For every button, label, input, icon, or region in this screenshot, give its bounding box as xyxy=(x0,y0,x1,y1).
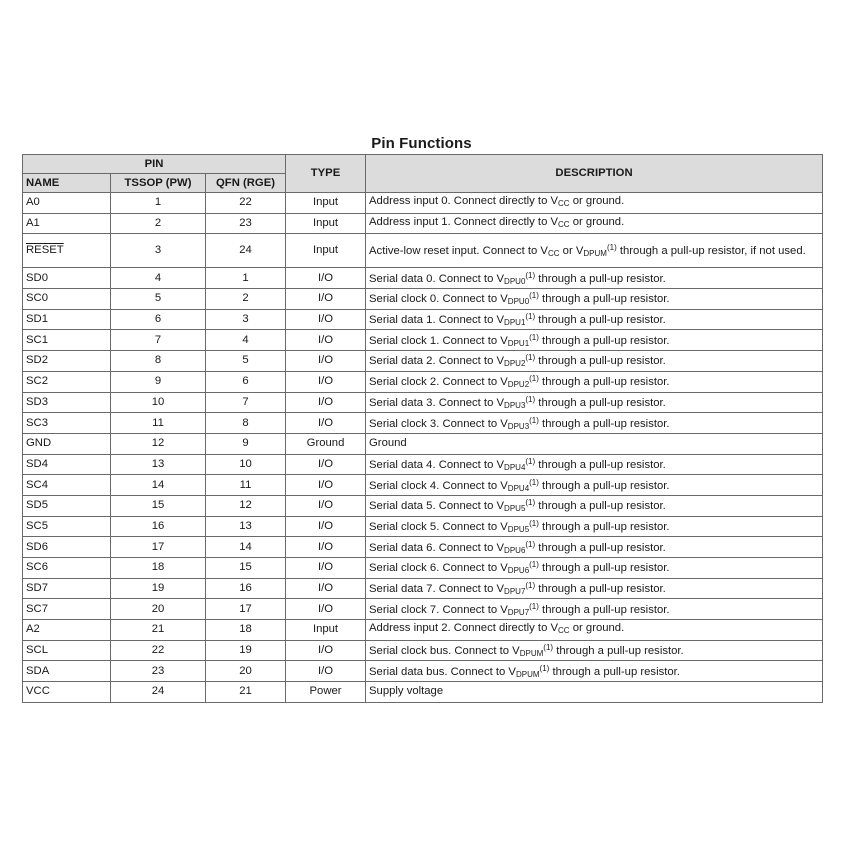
qfn-pin: 5 xyxy=(206,351,286,372)
tssop-pin: 1 xyxy=(111,193,206,214)
qfn-pin: 18 xyxy=(206,620,286,641)
pin-name: SD0 xyxy=(23,268,111,289)
tssop-pin: 6 xyxy=(111,309,206,330)
table-row xyxy=(23,640,823,661)
description-text: Address input 1. Connect directly to V xyxy=(369,216,559,229)
description-text: through a pull-up resistor. xyxy=(538,417,670,430)
tssop-pin: 2 xyxy=(111,213,206,234)
tssop-pin: 9 xyxy=(111,371,206,392)
pin-description xyxy=(366,413,823,434)
footnote-ref: (1) xyxy=(525,581,536,591)
pin-type: Ground xyxy=(286,433,366,454)
pin-name: SC7 xyxy=(23,599,111,620)
description-text: through a pull-up resistor. xyxy=(535,583,666,596)
qfn-pin: 4 xyxy=(206,330,286,351)
description-text: Serial data 2. Connect to V xyxy=(369,355,505,368)
footnote-ref: (1) xyxy=(543,643,554,653)
table-row xyxy=(23,309,823,330)
footnote-ref: (1) xyxy=(539,663,550,673)
pin-description xyxy=(366,213,823,234)
subscript: CC xyxy=(558,220,570,230)
description-text: through a pull-up resistor. xyxy=(535,396,666,409)
qfn-pin: 19 xyxy=(206,640,286,661)
qfn-pin: 3 xyxy=(206,309,286,330)
pin-type: I/O xyxy=(286,558,366,579)
pin-name: SC5 xyxy=(23,516,111,537)
qfn-pin: 23 xyxy=(206,213,286,234)
description-text: through a pull-up resistor. xyxy=(553,645,684,658)
table-row xyxy=(23,682,823,703)
pin-description xyxy=(366,371,823,392)
footnote-ref: (1) xyxy=(525,456,536,466)
pin-type: I/O xyxy=(286,289,366,310)
subscript: DPU1 xyxy=(507,338,530,348)
header-name: NAME xyxy=(23,174,111,193)
description-text: Serial clock 7. Connect to V xyxy=(369,603,508,616)
pin-description xyxy=(366,289,823,310)
subscript: DPU0 xyxy=(504,276,526,286)
pin-type: I/O xyxy=(286,495,366,516)
header-type: TYPE xyxy=(286,155,366,193)
table-row xyxy=(23,620,823,641)
pin-name: SD6 xyxy=(23,537,111,558)
qfn-pin: 8 xyxy=(206,413,286,434)
description-text: through a pull-up resistor. xyxy=(538,562,670,575)
description-text: Active-low reset input. Connect to V xyxy=(369,245,548,258)
subscript: DPU5 xyxy=(507,524,530,534)
pin-description xyxy=(366,475,823,496)
footnote-ref: (1) xyxy=(529,560,539,570)
tssop-pin: 18 xyxy=(111,558,206,579)
description-text: through a pull-up resistor. xyxy=(549,665,680,678)
qfn-pin: 20 xyxy=(206,661,286,682)
description-text: through a pull-up resistor. xyxy=(538,520,670,533)
table-row xyxy=(23,578,823,599)
table-row xyxy=(23,537,823,558)
subscript: CC xyxy=(558,199,570,209)
footnote-ref: (1) xyxy=(529,332,539,342)
pin-type: I/O xyxy=(286,371,366,392)
pin-name: SD3 xyxy=(23,392,111,413)
tssop-pin: 20 xyxy=(111,599,206,620)
pin-type: I/O xyxy=(286,516,366,537)
qfn-pin: 14 xyxy=(206,537,286,558)
description-text: Serial data 4. Connect to V xyxy=(369,458,505,471)
pin-name: SD5 xyxy=(23,495,111,516)
subscript: DPUM xyxy=(583,249,607,259)
pin-name: SC0 xyxy=(23,289,111,310)
qfn-pin: 6 xyxy=(206,371,286,392)
pin-name: VCC xyxy=(23,682,111,703)
description-text: or ground. xyxy=(569,216,625,229)
pin-type: Input xyxy=(286,193,366,214)
table-row xyxy=(23,289,823,310)
pin-type: Input xyxy=(286,234,366,268)
pin-name: A0 xyxy=(23,193,111,214)
subscript: DPU7 xyxy=(507,607,530,617)
tssop-pin: 16 xyxy=(111,516,206,537)
qfn-pin: 7 xyxy=(206,392,286,413)
tssop-pin: 15 xyxy=(111,495,206,516)
pin-name: SD7 xyxy=(23,578,111,599)
description-text: or ground. xyxy=(569,622,625,635)
pin-type: I/O xyxy=(286,578,366,599)
pin-type: Input xyxy=(286,213,366,234)
subscript: DPU0 xyxy=(507,297,530,307)
footnote-ref: (1) xyxy=(525,394,536,404)
pin-description xyxy=(366,309,823,330)
tssop-pin: 14 xyxy=(111,475,206,496)
footnote-ref: (1) xyxy=(529,415,539,425)
description-text: Supply voltage xyxy=(369,685,444,698)
table-row xyxy=(23,413,823,434)
table-row xyxy=(23,330,823,351)
pin-type: I/O xyxy=(286,330,366,351)
tssop-pin: 4 xyxy=(111,268,206,289)
pin-description xyxy=(366,495,823,516)
description-text: through a pull-up resistor. xyxy=(538,376,670,389)
pin-name: SC6 xyxy=(23,558,111,579)
tssop-pin: 3 xyxy=(111,234,206,268)
table-row xyxy=(23,371,823,392)
description-text: through a pull-up resistor. xyxy=(538,293,670,306)
qfn-pin: 16 xyxy=(206,578,286,599)
qfn-pin: 24 xyxy=(206,234,286,268)
pin-description xyxy=(366,392,823,413)
tssop-pin: 12 xyxy=(111,433,206,454)
description-text: through a pull-up resistor. xyxy=(535,500,666,513)
subscript: DPU5 xyxy=(504,504,526,514)
table-row xyxy=(23,599,823,620)
qfn-pin: 10 xyxy=(206,454,286,475)
pin-description xyxy=(366,234,823,268)
pin-name: SC2 xyxy=(23,371,111,392)
qfn-pin: 22 xyxy=(206,193,286,214)
pin-description xyxy=(366,620,823,641)
tssop-pin: 7 xyxy=(111,330,206,351)
description-text: Serial data bus. Connect to V xyxy=(369,665,516,678)
table-row xyxy=(23,495,823,516)
pin-description xyxy=(366,599,823,620)
qfn-pin: 13 xyxy=(206,516,286,537)
pin-type: I/O xyxy=(286,537,366,558)
pin-description xyxy=(366,558,823,579)
subscript: DPU2 xyxy=(504,359,526,369)
pin-name: A1 xyxy=(23,213,111,234)
pin-description xyxy=(366,682,823,703)
description-text: or V xyxy=(559,245,584,258)
pin-type: I/O xyxy=(286,413,366,434)
qfn-pin: 21 xyxy=(206,682,286,703)
table-title: Pin Functions xyxy=(371,135,472,152)
pin-type: I/O xyxy=(286,599,366,620)
footnote-ref: (1) xyxy=(529,374,539,384)
pin-functions-table xyxy=(22,154,823,703)
table-row xyxy=(23,392,823,413)
pin-description xyxy=(366,661,823,682)
tssop-pin: 10 xyxy=(111,392,206,413)
tssop-pin: 19 xyxy=(111,578,206,599)
tssop-pin: 13 xyxy=(111,454,206,475)
table-row xyxy=(23,351,823,372)
table-row xyxy=(23,558,823,579)
qfn-pin: 12 xyxy=(206,495,286,516)
table-body xyxy=(23,193,823,703)
subscript: CC xyxy=(547,249,560,259)
footnote-ref: (1) xyxy=(529,601,539,611)
pin-type: I/O xyxy=(286,268,366,289)
pin-type: I/O xyxy=(286,661,366,682)
pin-type: Power xyxy=(286,682,366,703)
footnote-ref: (1) xyxy=(529,291,539,301)
footnote-ref: (1) xyxy=(529,518,539,528)
description-text: Serial clock 1. Connect to V xyxy=(369,334,508,347)
subscript: DPU6 xyxy=(507,566,530,576)
subscript: DPUM xyxy=(519,649,544,659)
footnote-ref: (1) xyxy=(606,243,617,253)
description-text: Address input 2. Connect directly to V xyxy=(369,622,559,635)
pin-description xyxy=(366,193,823,214)
table-row xyxy=(23,213,823,234)
header-tssop: TSSOP (PW) xyxy=(111,174,206,193)
subscript: DPU2 xyxy=(507,380,530,390)
footnote-ref: (1) xyxy=(525,498,536,508)
pin-name: SC3 xyxy=(23,413,111,434)
footnote-ref: (1) xyxy=(529,477,539,487)
table-row xyxy=(23,475,823,496)
footnote-ref: (1) xyxy=(525,539,536,549)
description-text: through a pull-up resistor. xyxy=(535,541,666,554)
description-text: Address input 0. Connect directly to V xyxy=(369,195,559,208)
pin-name: SD2 xyxy=(23,351,111,372)
qfn-pin: 15 xyxy=(206,558,286,579)
subscript: DPU1 xyxy=(504,318,526,328)
tssop-pin: 17 xyxy=(111,537,206,558)
subscript: DPU6 xyxy=(504,545,526,555)
pin-name: SD1 xyxy=(23,309,111,330)
subscript: DPUM xyxy=(515,669,540,679)
description-text: Serial clock 2. Connect to V xyxy=(369,376,508,389)
pin-description xyxy=(366,454,823,475)
tssop-pin: 22 xyxy=(111,640,206,661)
pin-description xyxy=(366,330,823,351)
qfn-pin: 2 xyxy=(206,289,286,310)
pin-name: SCL xyxy=(23,640,111,661)
pin-type: I/O xyxy=(286,392,366,413)
description-text: Serial clock bus. Connect to V xyxy=(369,645,520,658)
subscript: DPU3 xyxy=(507,421,530,431)
footnote-ref: (1) xyxy=(525,353,536,363)
description-text: Serial data 5. Connect to V xyxy=(369,500,505,513)
header-qfn: QFN (RGE) xyxy=(206,174,286,193)
subscript: CC xyxy=(558,626,570,636)
pin-description xyxy=(366,516,823,537)
qfn-pin: 11 xyxy=(206,475,286,496)
description-text: through a pull-up resistor. xyxy=(535,458,666,471)
description-text: through a pull-up resistor. xyxy=(535,355,666,368)
description-text: Serial clock 5. Connect to V xyxy=(369,520,508,533)
tssop-pin: 21 xyxy=(111,620,206,641)
tssop-pin: 8 xyxy=(111,351,206,372)
pin-description xyxy=(366,268,823,289)
description-text: Serial clock 4. Connect to V xyxy=(369,479,508,492)
pin-name: SD4 xyxy=(23,454,111,475)
pin-description xyxy=(366,351,823,372)
pin-type: I/O xyxy=(286,351,366,372)
description-text: Serial clock 3. Connect to V xyxy=(369,417,508,430)
description-text: Serial clock 6. Connect to V xyxy=(369,562,508,575)
pin-type: I/O xyxy=(286,640,366,661)
table-row xyxy=(23,234,823,268)
description-text: through a pull-up resistor. xyxy=(538,334,670,347)
description-text: Serial data 1. Connect to V xyxy=(369,314,505,327)
table-row xyxy=(23,268,823,289)
pin-type: I/O xyxy=(286,454,366,475)
pin-name: GND xyxy=(23,433,111,454)
description-text: through a pull-up resistor. xyxy=(535,272,666,285)
footnote-ref: (1) xyxy=(525,312,536,322)
subscript: DPU7 xyxy=(504,587,526,597)
table-row xyxy=(23,454,823,475)
subscript: DPU4 xyxy=(504,462,526,472)
pin-type: I/O xyxy=(286,309,366,330)
table-row xyxy=(23,516,823,537)
pin-description xyxy=(366,537,823,558)
qfn-pin: 9 xyxy=(206,433,286,454)
description-text: Serial data 3. Connect to V xyxy=(369,396,505,409)
description-text: Serial data 0. Connect to V xyxy=(369,272,505,285)
header-description: DESCRIPTION xyxy=(366,155,823,193)
tssop-pin: 5 xyxy=(111,289,206,310)
table-row xyxy=(23,193,823,214)
pin-name: SC4 xyxy=(23,475,111,496)
description-text: Serial clock 0. Connect to V xyxy=(369,293,508,306)
description-text: or ground. xyxy=(569,195,625,208)
pin-type: Input xyxy=(286,620,366,641)
pin-name: SDA xyxy=(23,661,111,682)
subscript: DPU3 xyxy=(504,400,526,410)
description-text: through a pull-up resistor. xyxy=(538,603,670,616)
qfn-pin: 17 xyxy=(206,599,286,620)
description-text: Serial data 6. Connect to V xyxy=(369,541,505,554)
tssop-pin: 24 xyxy=(111,682,206,703)
pin-description xyxy=(366,433,823,454)
tssop-pin: 23 xyxy=(111,661,206,682)
description-text: Serial data 7. Connect to V xyxy=(369,583,505,596)
pin-name: SC1 xyxy=(23,330,111,351)
description-text: through a pull-up resistor. xyxy=(535,314,666,327)
pin-name: A2 xyxy=(23,620,111,641)
pin-type: I/O xyxy=(286,475,366,496)
description-text: Ground xyxy=(369,437,407,450)
table-row xyxy=(23,433,823,454)
pin-description xyxy=(366,640,823,661)
description-text: through a pull-up resistor. xyxy=(538,479,670,492)
table-row xyxy=(23,661,823,682)
pin-description xyxy=(366,578,823,599)
header-pin: PIN xyxy=(23,155,286,174)
description-text: through a pull-up resistor, if not used. xyxy=(616,245,806,258)
subscript: DPU4 xyxy=(507,483,530,493)
qfn-pin: 1 xyxy=(206,268,286,289)
footnote-ref: (1) xyxy=(525,270,536,280)
pin-name: RESET xyxy=(23,234,111,268)
tssop-pin: 11 xyxy=(111,413,206,434)
